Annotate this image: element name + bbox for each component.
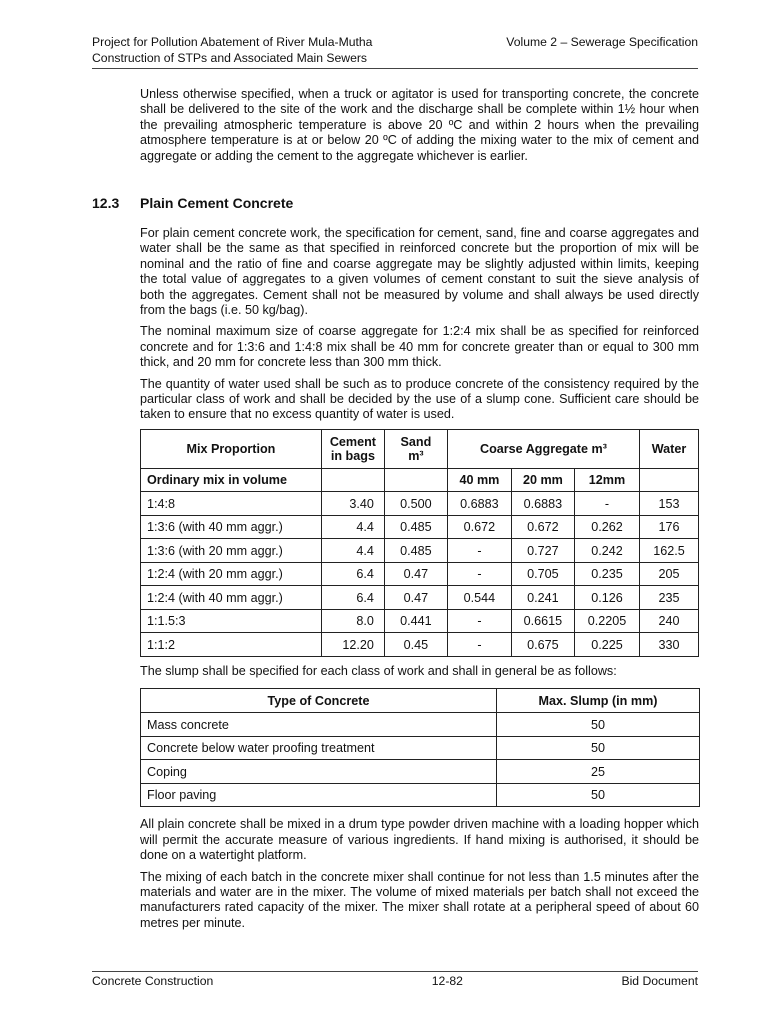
cell-sand: 0.485 <box>384 539 447 563</box>
paragraph: The nominal maximum size of coarse aggregate for 1:2:4 mix shall be as specified for reinforced concrete and for 1:3:6 and 1:4:8 mix shall be 40 mm for concrete greater than or equal to 300 mm thick, and 20 mm for concrete less than 300 mm thick. <box>140 324 699 370</box>
cell-c40: - <box>447 562 511 586</box>
table-row <box>141 609 699 633</box>
column-header: Cement in bags <box>321 429 384 468</box>
cell-c12: 0.242 <box>574 539 639 563</box>
cell-c40: 0.544 <box>447 586 511 610</box>
cell-mix: 1:2:4 (with 40 mm aggr.) <box>141 586 322 610</box>
table-header-row <box>141 429 699 468</box>
cell-sand: 0.441 <box>384 609 447 633</box>
cell-c20: 0.241 <box>511 586 574 610</box>
table-row <box>141 783 700 807</box>
table-row <box>141 562 699 586</box>
slump-intro: The slump shall be specified for each class of work and shall in general be as follows: <box>140 663 617 678</box>
column-header: Mix Proportion <box>141 429 322 468</box>
cell-cement: 4.4 <box>321 539 384 563</box>
table-header-row <box>141 689 700 713</box>
table-row <box>141 586 699 610</box>
column-header: Type of Concrete <box>141 689 497 713</box>
cell-c40: 0.6883 <box>447 492 511 516</box>
cell-c12: 0.2205 <box>574 609 639 633</box>
section-heading <box>92 195 698 211</box>
cell-c20: 0.672 <box>511 515 574 539</box>
cell-water: 205 <box>639 562 698 586</box>
cell-c12: 0.126 <box>574 586 639 610</box>
section-title: Plain Cement Concrete <box>140 195 294 211</box>
cell-slump: 50 <box>497 783 700 807</box>
cell-c40: 0.672 <box>447 515 511 539</box>
intro-paragraph: Unless otherwise specified, when a truck or agitator is used for transporting concrete, the concrete shall be delivered to the site of the work and the discharge shall be complete within 1½ hour when the prevailing atmospheric temperature is above 20 ºC and within 2 hours when the prevailing atmosphere temperature is at or below 20 ºC of adding the mixing water to the mix of cement and aggregate or adding the cement to the aggregate whichever is earlier. <box>140 87 699 163</box>
paragraph: The mixing of each batch in the concrete mixer shall continue for not less than 1.5 minutes after the materials and water are in the mixer. The volume of mixed materials per batch shall not exceed the manufacturers rated capacity of the mixer. The mixer shall rotate at a peripheral speed of about 60 metres per minute. <box>140 869 699 930</box>
table-subheader-row <box>141 468 699 492</box>
intro-block <box>140 87 699 170</box>
table-row <box>141 515 699 539</box>
cell-mix: 1:3:6 (with 40 mm aggr.) <box>141 515 322 539</box>
cell-c20: 0.6615 <box>511 609 574 633</box>
cell-sand: 0.47 <box>384 586 447 610</box>
table-row <box>141 713 700 737</box>
page-header <box>92 34 698 69</box>
mix-proportion-table <box>140 429 699 657</box>
table-row <box>141 736 700 760</box>
cell-cement: 12.20 <box>321 633 384 657</box>
cell-c12: - <box>574 492 639 516</box>
section-number: 12.3 <box>92 195 120 211</box>
header-subtitle: Construction of STPs and Associated Main Sewers <box>92 51 368 65</box>
cell-c12: 0.235 <box>574 562 639 586</box>
cell-c40: - <box>447 609 511 633</box>
subheader-12mm: 12mm <box>574 468 639 492</box>
cell-mix: 1:2:4 (with 20 mm aggr.) <box>141 562 322 586</box>
cell-water: 176 <box>639 515 698 539</box>
project-title: Project for Pollution Abatement of River Mula-Mutha <box>92 35 373 49</box>
cell-sand: 0.47 <box>384 562 447 586</box>
slump-table <box>140 688 700 807</box>
cell-water: 162.5 <box>639 539 698 563</box>
cell-sand: 0.485 <box>384 515 447 539</box>
cell-mix: 1:4:8 <box>141 492 322 516</box>
subheader-label: Ordinary mix in volume <box>141 468 322 492</box>
cell-c40: - <box>447 633 511 657</box>
table-row <box>141 492 699 516</box>
cell-slump: 50 <box>497 713 700 737</box>
cell-water: 153 <box>639 492 698 516</box>
paragraph: For plain cement concrete work, the specification for cement, sand, fine and coarse aggregates and water shall be the same as that specified in reinforced concrete but the proportion of mix will be nominal and the ratio of fine and coarse aggregate may be slightly adjusted within limits, keeping the total value of aggregates to a given volumes of cement constant to suit the sieve analysis of both the aggregates. Cement shall not be measured by volume and shall always be used directly from the bags (i.e. 50 kg/bag). <box>140 226 699 318</box>
footer-left: Concrete Construction <box>92 974 214 988</box>
cell-cement: 4.4 <box>321 515 384 539</box>
column-header: Sand m³ <box>384 429 447 468</box>
footer-right: Bid Document <box>621 974 698 988</box>
cell-c20: 0.6883 <box>511 492 574 516</box>
cell-mix: 1:1:2 <box>141 633 322 657</box>
table-row <box>141 633 699 657</box>
cell-slump: 50 <box>497 736 700 760</box>
cell-c12: 0.225 <box>574 633 639 657</box>
subheader-40mm: 40 mm <box>447 468 511 492</box>
subheader-20mm: 20 mm <box>511 468 574 492</box>
page-number: 12-82 <box>431 974 463 988</box>
column-header: Max. Slump (in mm) <box>497 689 700 713</box>
volume-title: Volume 2 – Sewerage Specification <box>506 35 698 49</box>
cell-c40: - <box>447 539 511 563</box>
cell-c20: 0.675 <box>511 633 574 657</box>
cell-cement: 6.4 <box>321 586 384 610</box>
cell-type: Concrete below water proofing treatment <box>141 736 497 760</box>
cell-cement: 3.40 <box>321 492 384 516</box>
table-row <box>141 539 699 563</box>
paragraph: The quantity of water used shall be such as to produce concrete of the consistency required by the particular class of work and shall be decided by the use of a slump cone. Sufficient care should be taken to ensure that no excess quantity of water is used. <box>140 376 699 422</box>
column-header: Coarse Aggregate m³ <box>447 429 639 468</box>
section-body <box>140 226 699 937</box>
cell-slump: 25 <box>497 760 700 784</box>
cell-cement: 6.4 <box>321 562 384 586</box>
cell-c20: 0.727 <box>511 539 574 563</box>
cell-sand: 0.45 <box>384 633 447 657</box>
paragraph: All plain concrete shall be mixed in a drum type powder driven machine with a loading hopper which will permit the accurate measure of various ingredients. If hand mixing is authorised, it should be done on a watertight platform. <box>140 817 699 863</box>
cell-water: 240 <box>639 609 698 633</box>
table-row <box>141 760 700 784</box>
cell-water: 235 <box>639 586 698 610</box>
cell-c20: 0.705 <box>511 562 574 586</box>
column-header: Water <box>639 429 698 468</box>
cell-cement: 8.0 <box>321 609 384 633</box>
cell-mix: 1:3:6 (with 20 mm aggr.) <box>141 539 322 563</box>
cell-sand: 0.500 <box>384 492 447 516</box>
cell-c12: 0.262 <box>574 515 639 539</box>
cell-mix: 1:1.5:3 <box>141 609 322 633</box>
cell-type: Coping <box>141 760 497 784</box>
cell-water: 330 <box>639 633 698 657</box>
cell-type: Mass concrete <box>141 713 497 737</box>
cell-type: Floor paving <box>141 783 497 807</box>
page-footer <box>92 971 698 988</box>
